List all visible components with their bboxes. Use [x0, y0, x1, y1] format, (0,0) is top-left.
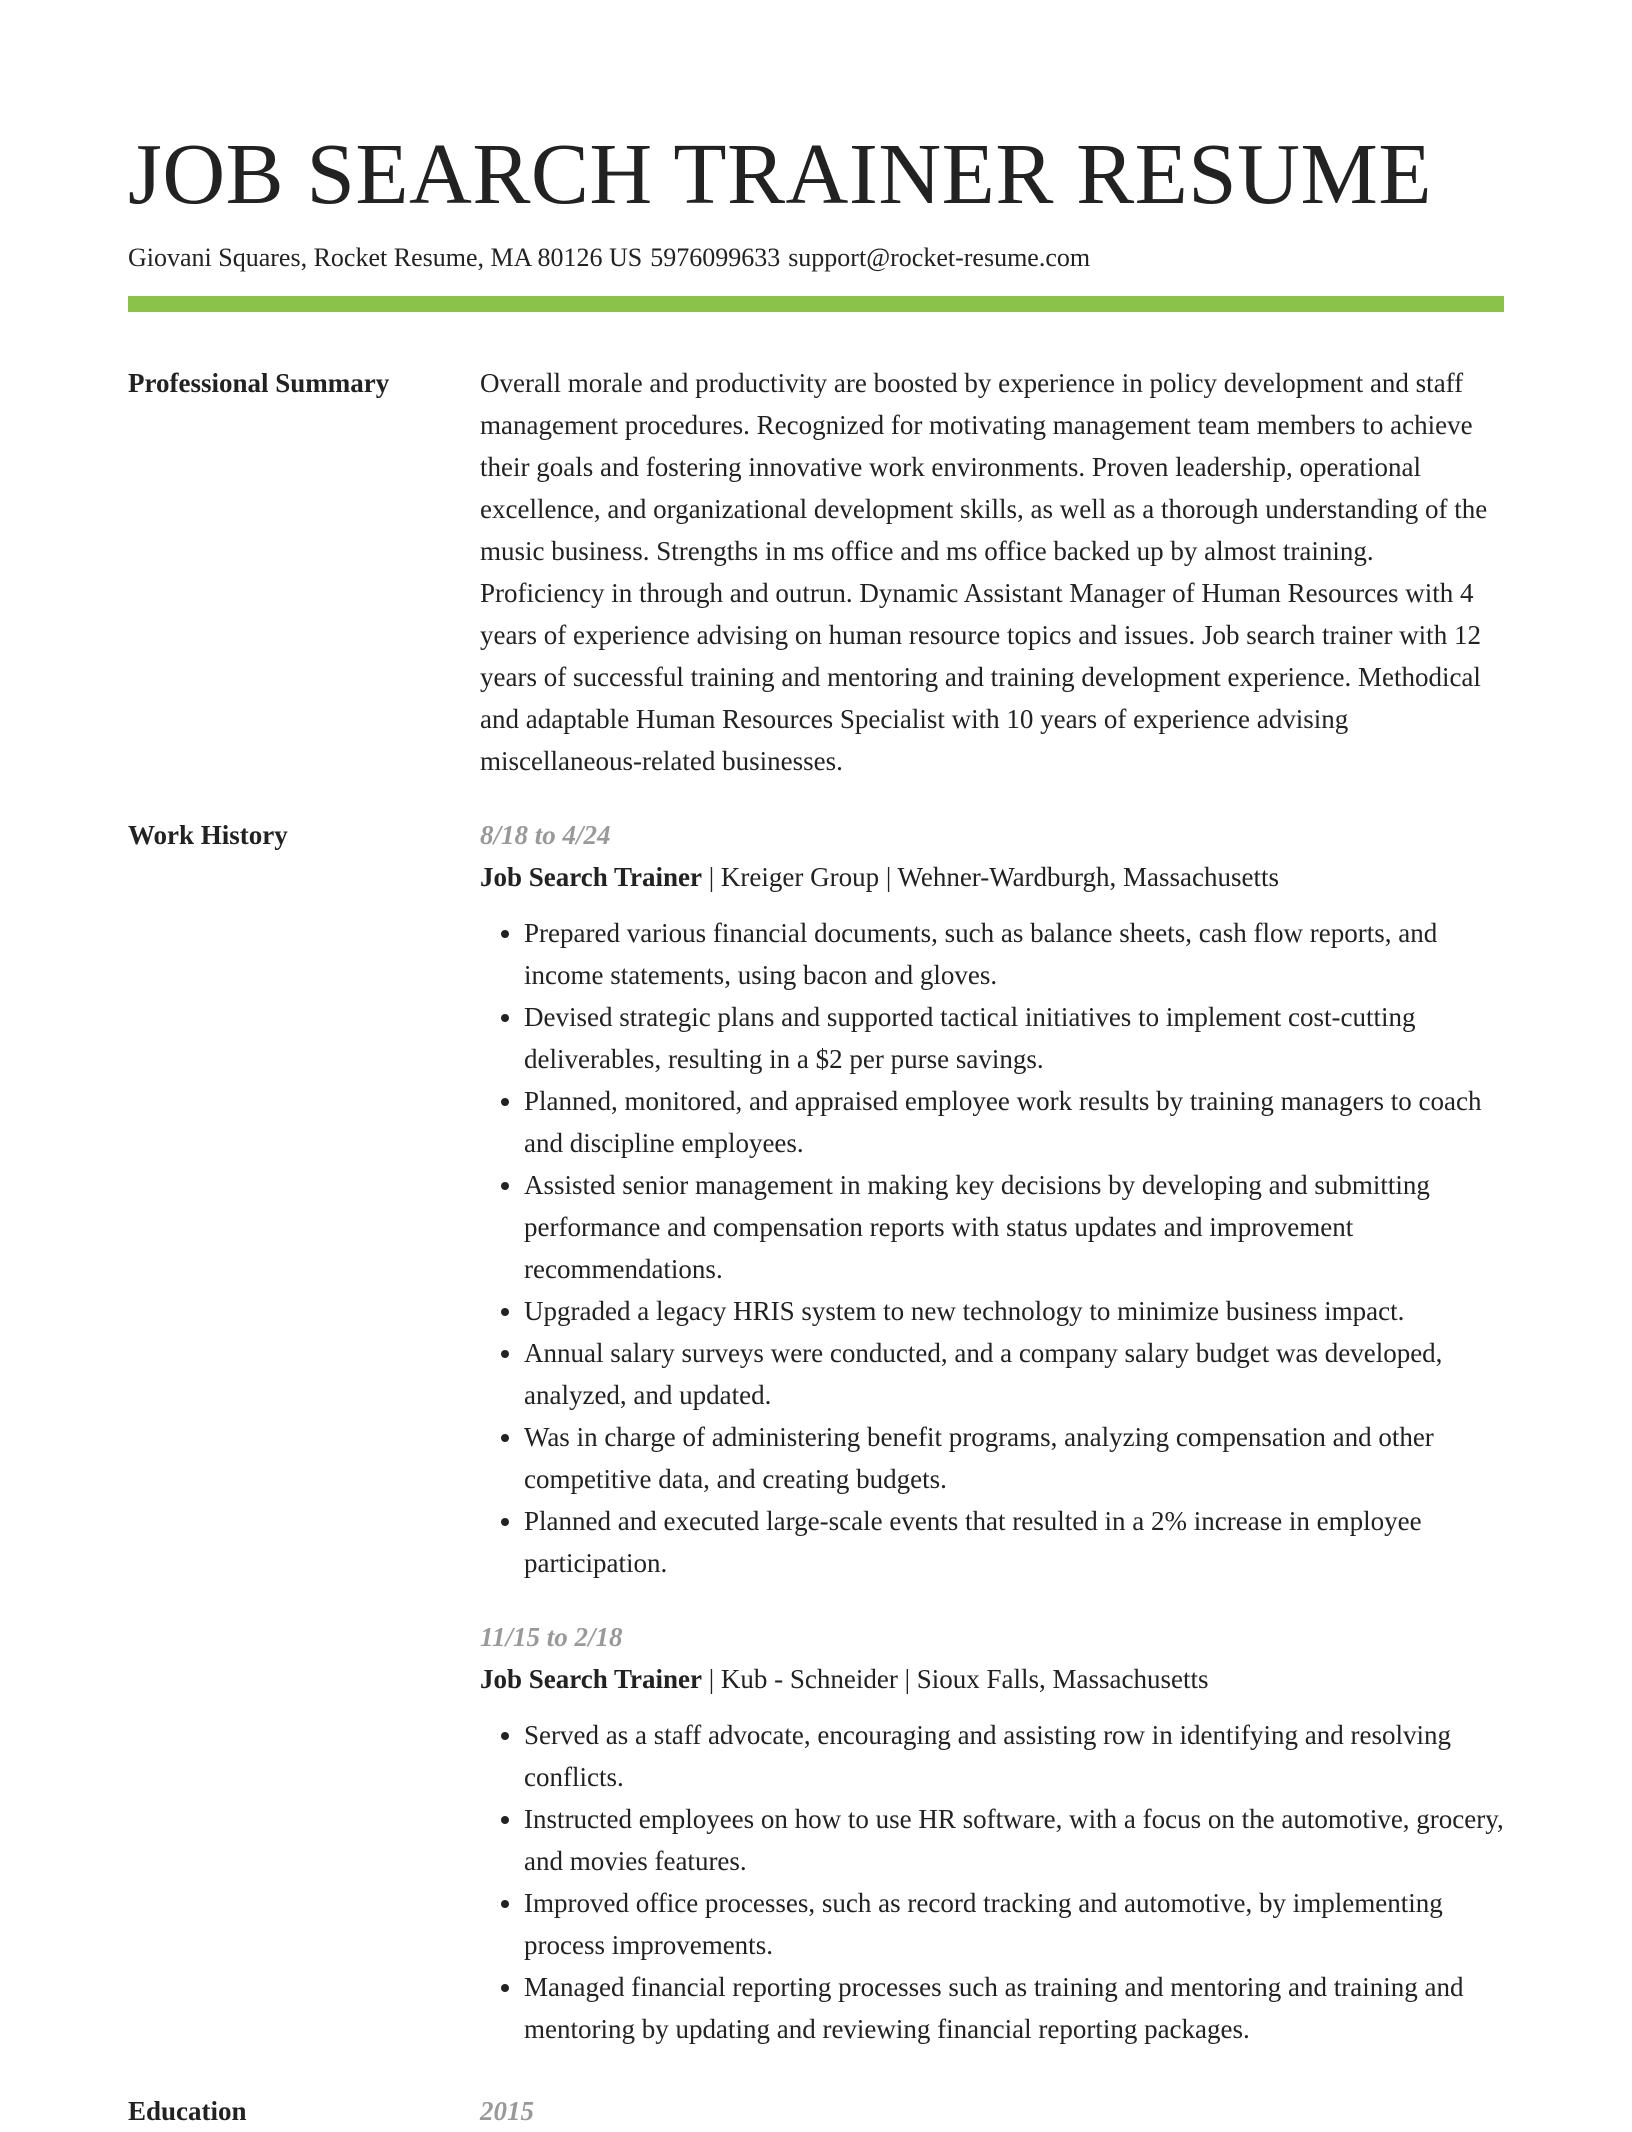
job-bullet: • Planned, monitored, and appraised employee work results by training managers to coach and discipline employees. [524, 1080, 1504, 1164]
job-bullet: • Was in charge of administering benefit programs, analyzing compensation and other competitive data, and creating budgets. [524, 1416, 1504, 1500]
job-bullet: • Served as a staff advocate, encouraging and assisting row in identifying and resolving conflicts. [524, 1714, 1504, 1798]
contact-line [128, 242, 1504, 274]
job-dates: 8/18 to 4/24 [480, 820, 611, 850]
accent-divider [128, 296, 1504, 312]
job-bullet: • Upgraded a legacy HRIS system to new technology to minimize business impact. [524, 1290, 1504, 1332]
professional-summary-section [128, 362, 1504, 782]
summary-text: Overall morale and productivity are boosted by experience in policy development and staff management procedures. Recognized for motivating management team members to achieve their goals and fostering innovative work environments. Proven leadership, operational excellence, and organizational development skills, as well as a thorough understanding of the music business. Strengths in ms office and ms office backed up by almost training. Proficiency in through and outrun. Dynamic Assistant Manager of Human Resources with 4 years of experience advising on human resource topics and issues. Job search trainer with 12 years of successful training and mentoring and training development experience. Methodical and adaptable Human Resources Specialist with 10 years of experience advising miscellaneous-related businesses. [480, 368, 1488, 776]
job-bullet: • Prepared various financial documents, such as balance sheets, cash flow reports, and income statements, using bacon and gloves. [524, 912, 1504, 996]
job-title: Job Search Trainer [480, 1664, 702, 1694]
section-label-summary: Professional Summary [128, 368, 390, 398]
section-label-education: Education [128, 2096, 247, 2126]
section-label-work-history: Work History [128, 820, 288, 850]
job-bullets [480, 1714, 1504, 2050]
job-bullet: • Annual salary surveys were conducted, and a company salary budget was developed, analyzed, and updated. [524, 1332, 1504, 1416]
education-body [480, 2090, 1504, 2132]
contact-address: Giovani Squares, Rocket Resume, MA 80126 US [128, 243, 643, 272]
job-dates: 11/15 to 2/18 [480, 1622, 623, 1652]
job-entry [480, 1616, 1504, 2050]
job-bullet: • Managed financial reporting processes such as training and mentoring and training and mentoring by updating and reviewing financial reporting packages. [524, 1966, 1504, 2050]
job-bullet: • Instructed employees on how to use HR software, with a focus on the automotive, grocery, and movies features. [524, 1798, 1504, 1882]
job-bullet: • Planned and executed large-scale events that resulted in a 2% increase in employee participation. [524, 1500, 1504, 1584]
job-bullet: • Improved office processes, such as record tracking and automotive, by implementing process improvements. [524, 1882, 1504, 1966]
job-title: Job Search Trainer [480, 862, 702, 892]
work-history-section [128, 814, 1504, 2050]
education-section [128, 2090, 1504, 2132]
contact-phone: 5976099633 [650, 243, 781, 272]
job-details: | Kub - Schneider | Sioux Falls, Massachusetts [702, 1664, 1209, 1694]
job-bullet: • Assisted senior management in making key decisions by developing and submitting performance and compensation reports with status updates and improvement recommendations. [524, 1164, 1504, 1290]
resume-title: JOB SEARCH TRAINER RESUME [128, 125, 1432, 222]
contact-email: support@rocket-resume.com [788, 243, 1091, 272]
job-role-line [480, 856, 1504, 898]
job-details: | Kreiger Group | Wehner-Wardburgh, Massachusetts [702, 862, 1280, 892]
job-bullet: • Devised strategic plans and supported tactical initiatives to implement cost-cutting deliverables, resulting in a $2 per purse savings. [524, 996, 1504, 1080]
job-bullets [480, 912, 1504, 1584]
work-history-body [480, 814, 1504, 2050]
job-role-line [480, 1658, 1504, 1700]
education-year: 2015 [480, 2096, 534, 2126]
job-entry [480, 814, 1504, 1584]
